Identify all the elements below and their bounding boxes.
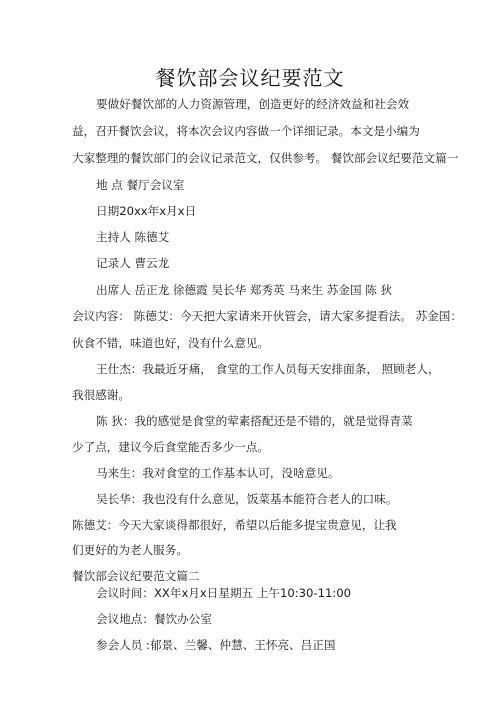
meeting-location: 地 点 餐厅会议室: [96, 178, 185, 192]
paragraph-line: 大家整理的餐饮部门的会议记录范文，仅供参考。 餐饮部会议纪要范文篇一: [72, 151, 459, 165]
paragraph-line: 吴长华：我也没有什么意见，饭菜基本能符合老人的口味。: [96, 492, 398, 506]
paragraph-line: 少了点，建议今后食堂能否多少一点。: [72, 440, 270, 454]
meeting-time: 会议时间：XX年x月x日星期五 上午10:30-11:00: [96, 586, 352, 600]
paragraph-line: 陈 狄：我的感觉是食堂的荤素搭配还是不错的，就是觉得青菜: [96, 414, 413, 428]
meeting-host: 主持人 陈德艾: [96, 230, 170, 244]
paragraph-line: 陈德艾：今天大家谈得都很好，希望以后能多提宝贵意见，让我: [72, 518, 397, 532]
paragraph-line: 要做好餐饮部的人力资源管理，创造更好的经济效益和社会效: [96, 97, 410, 111]
paragraph-line: 王仕杰：我最近牙痛， 食堂的工作人员每天安排面条， 照顾老人，: [96, 362, 440, 376]
section-heading: 餐饮部会议纪要范文篇二: [72, 569, 200, 583]
meeting-place: 会议地点：餐饮办公室: [96, 612, 212, 626]
meeting-date: 日期20xx年x月x日: [96, 204, 197, 218]
paragraph-line: 伙食不错，味道也好，没有什么意见。: [72, 336, 270, 350]
paragraph-line: 益，召开餐饮会议，将本次会议内容做一个详细记录。本文是小编为: [72, 124, 420, 138]
paragraph-line: 我很感谢。: [72, 388, 130, 402]
paragraph-line: 会议内容： 陈德艾：今天把大家请来开伙管会，请大家多提看法。 苏金国：: [72, 309, 462, 323]
paragraph-line: 们更好的为老人服务。: [72, 543, 188, 557]
meeting-participants: 参会人员 :郁景、兰馨、仲慧、王怀亮、吕正国: [96, 638, 336, 652]
meeting-recorder: 记录人 曹云龙: [96, 256, 170, 270]
meeting-attendees: 出席人 岳正龙 徐德霞 吴长华 郑秀英 马来生 苏金国 陈 狄: [96, 283, 393, 297]
paragraph-line: 马来生：我对食堂的工作基本认可，没啥意见。: [96, 466, 340, 480]
document-title: 餐饮部会议纪要范文: [155, 66, 345, 90]
